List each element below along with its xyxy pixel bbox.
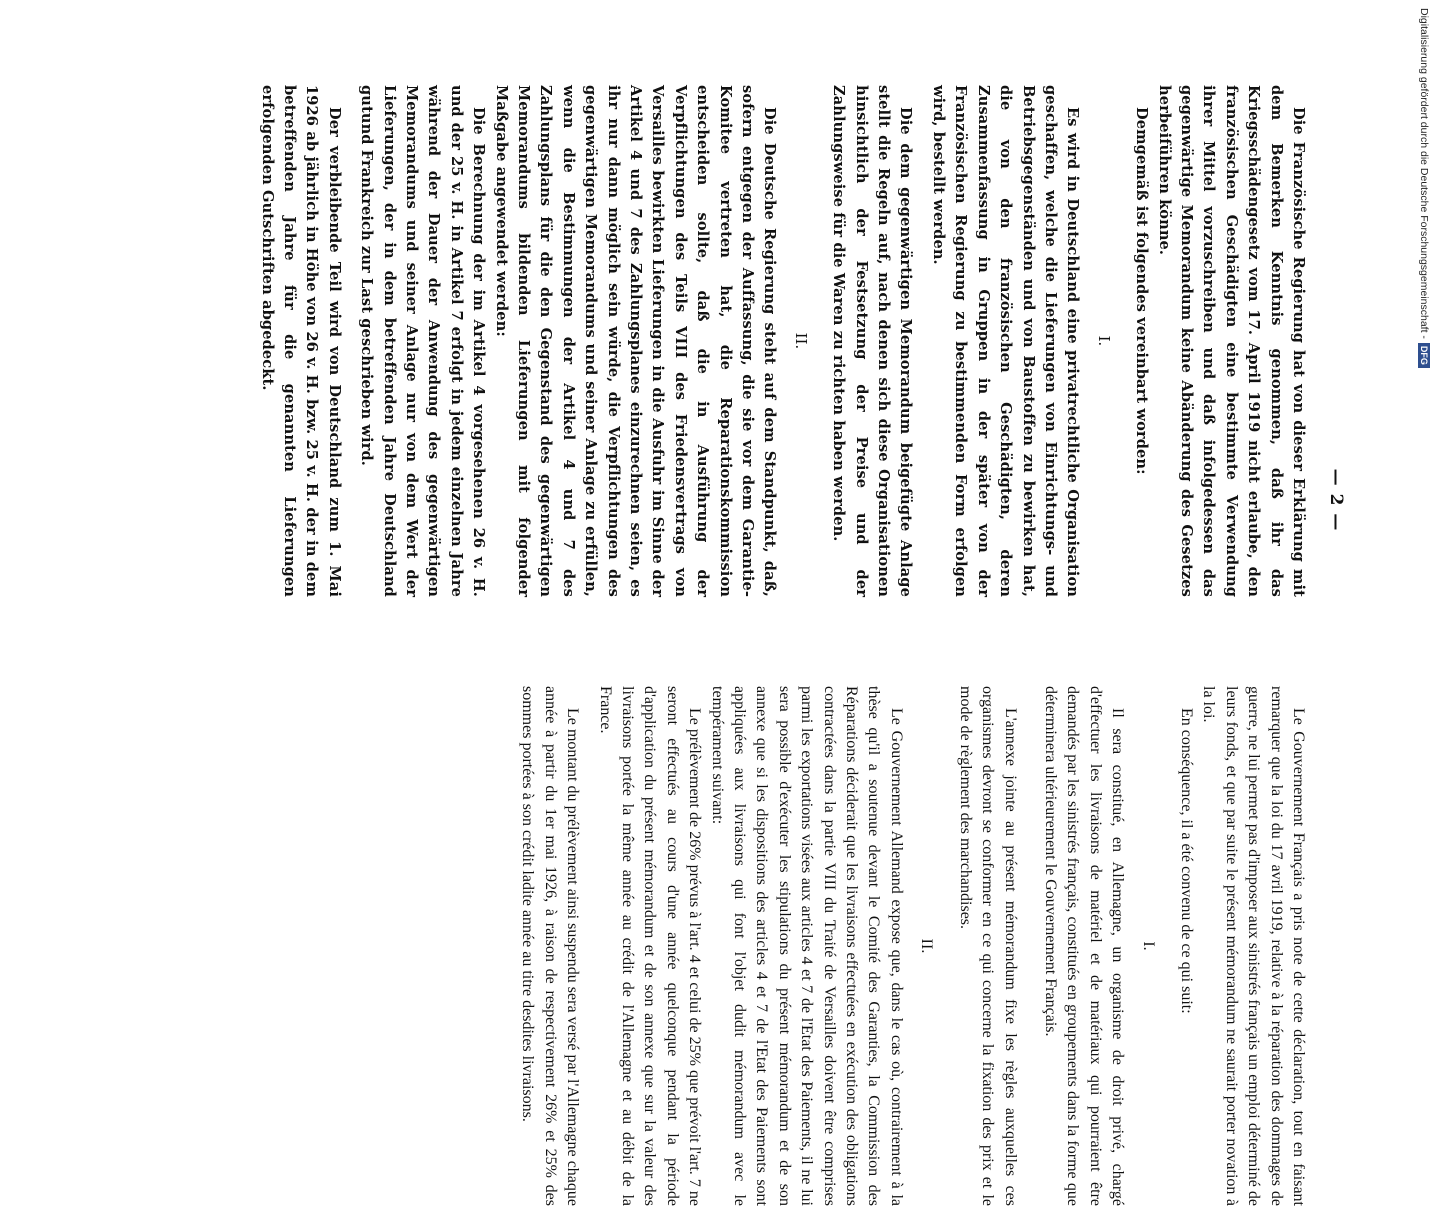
french-column (516, 686, 1309, 1206)
german-section-2-paragraph-1: Die Deutsche Regierung steht auf dem Standpunkt, daß, sofern entgegen der Auffassung, die sie vor dem Garantie-Komitee vertreten hat, die Reparationskommission entscheiden sollte, daß die in Ausführung der Verpflichtungen des Teils VIII des Friedensvertrags von Versailles bewirkten Lieferungen in die Ausfuhr im Sinne der Artikel 4 und 7 des Zahlungsplanes einzurechnen seien, es ihr nur dann möglich sein würde, die Verpflichtungen des gegenwärtigen Memorandums und seiner Anlage zu erfüllen, wenn die Bestimmungen der Artikel 4 und 7 des Zahlungsplans für die den Gegenstand des gegenwärtigen Memorandums bildenden Lieferungen mit folgender Maßgabe angewendet werden: (492, 85, 779, 597)
dfg-logo-badge: DFG (1418, 343, 1430, 368)
german-section-1-heading: I. (1094, 335, 1112, 347)
french-section-2-paragraph-2: Le prélèvement de 26% prévus à l'art. 4 et celui de 25% que prévoit l'art. 7 ne seront effectués au cours d'une année quelconque pendant la période d'application du présent mémorandum et de son annexe que sur la valeur des livraisons portée la même année au crédit de l'Allemagne et au débit de la France. (596, 686, 704, 1206)
german-intro-paragraph-1: Die Französische Regierung hat von dieser Erklärung mit dem Bemerken Kenntnis genommen, daß ihr das Kriegsschädengesetz vom 17. April 1919 nicht erlaube, den französischen Geschädigten eine bestimmte Verwendung ihrer Mittel vorzuschreiben und daß infolgedessen das gegenwärtige Memorandum keine Abänderung des Gesetzes herbeiführen könne. (1155, 85, 1307, 597)
french-section-1-heading: I. (1139, 941, 1157, 951)
french-section-2-heading: II. (918, 938, 936, 954)
french-section-1-paragraph-1: Il sera constitué, en Allemagne, un organisme de droit privé, chargé d'effectuer les livraisons de matériel et de matériaux qui pourraient être demandés par les sinistrés français, constitués en groupements dans la forme que déterminera ultérieurement le Gouvernement Français. (1041, 686, 1127, 1206)
german-section-1-paragraph-2: Die dem gegenwärtigen Memorandum beigefügte Anlage stellt die Regeln auf, nach denen sich diese Organisationen hinsichtlich der Festsetzung der Preise und der Zahlungsweise für die Waren zu richten haben werden. (830, 85, 915, 597)
german-section-2-paragraph-3: Der verbleibende Teil wird von Deutschland zum 1. Mai 1926 ab jährlich in Höhe von 26 v. H. bzw. 25 v. H. der in dem betreffenden Jahre für die genannten Lieferungen erfolgenden Gutschriften abgedeckt. (258, 85, 343, 597)
german-section-1-paragraph-1: Es wird in Deutschland eine privatrechtliche Organisation geschaffen, welche die Lieferungen von Einrichtungs- und Betriebsgegenständen und von Baustoffen zu bewirken hat, die von den französischen Geschädigten, deren Zusammenfassung in Gruppen in der später von der Französischen Regierung zu bestimmenden Form erfolgen wird, bestellt werden. (929, 85, 1082, 597)
page-number: — 2 — (1326, 468, 1346, 532)
german-column (255, 85, 1309, 597)
german-intro-paragraph-2: Demgemäß ist folgendes vereinbart worden: (1133, 107, 1151, 475)
french-intro-paragraph-2: En conséquence, il a été convenu de ce qui suit: (1177, 708, 1195, 1014)
french-section-2-paragraph-1: Le Gouvernement Allemand expose que, dans le cas où, contrairement à la thèse qu'il a soutenue devant le Comité des Garanties, la Commission des Réparations déciderait que les livraisons effectuées en exécution des obligations contractées dans la partie VIII du Traité de Versailles doivent être comprises parmi les exportations visées aux articles 4 et 7 de l'Etat des Paiements, il ne lui sera possible d'exécuter les stipulations du présent mémorandum et de son annexe que si les dispositions des articles 4 et 7 de l'Etat des Paiements sont appliquées aux livraisons qui font l'objet dudit mémorandum avec le tempérament suivant: (708, 686, 905, 1206)
digitization-credit-text-wrapper (1414, 8, 1434, 992)
digitization-credit (1414, 8, 1434, 992)
digitization-credit-text: Digitalisierung gefördert durch die Deutsche Forschungsgemeinschaft - (1418, 8, 1430, 339)
french-section-2-paragraph-3: Le montant du prélèvement ainsi suspendu sera versé par l'Allemagne chaque année à partir du 1er mai 1926, à raison de respectivement 26% et 25% des sommes portées à son crédit ladite année au titre desdites livraisons. (519, 686, 582, 1206)
french-intro-paragraph-1: Le Gouvernement Français a pris note de cette déclaration, tout en faisant remarquer que la loi du 17 avril 1919, relative à la réparation des dommages de guerre, ne lui permet pas d'imposer aux sinistrés français un emploi déterminé de leurs fonds, et que par suite le présent mémorandum ne saurait porter novation à la loi. (1200, 686, 1307, 1206)
german-section-2-paragraph-2: Die Berechnung der im Artikel 4 vorgesehenen 26 v. H. und der 25 v. H. in Artikel 7 erfolgt in jedem einzelnen Jahre während der Dauer der Anwendung des gegenwärtigen Memorandums und seiner Anlage nur von dem Wert der Lieferungen, der in dem betreffenden Jahre Deutschland gutund Frankreich zur Last geschrieben wird. (358, 85, 488, 597)
german-section-2-heading: II. (791, 332, 809, 350)
french-section-1-paragraph-2: L'annexe jointe au présent mémorandum fixe les règles auxquelles ces organismes devront se conformer en ce qui concerne la fixation des prix et le mode de règlement des marchandises. (956, 686, 1019, 1206)
